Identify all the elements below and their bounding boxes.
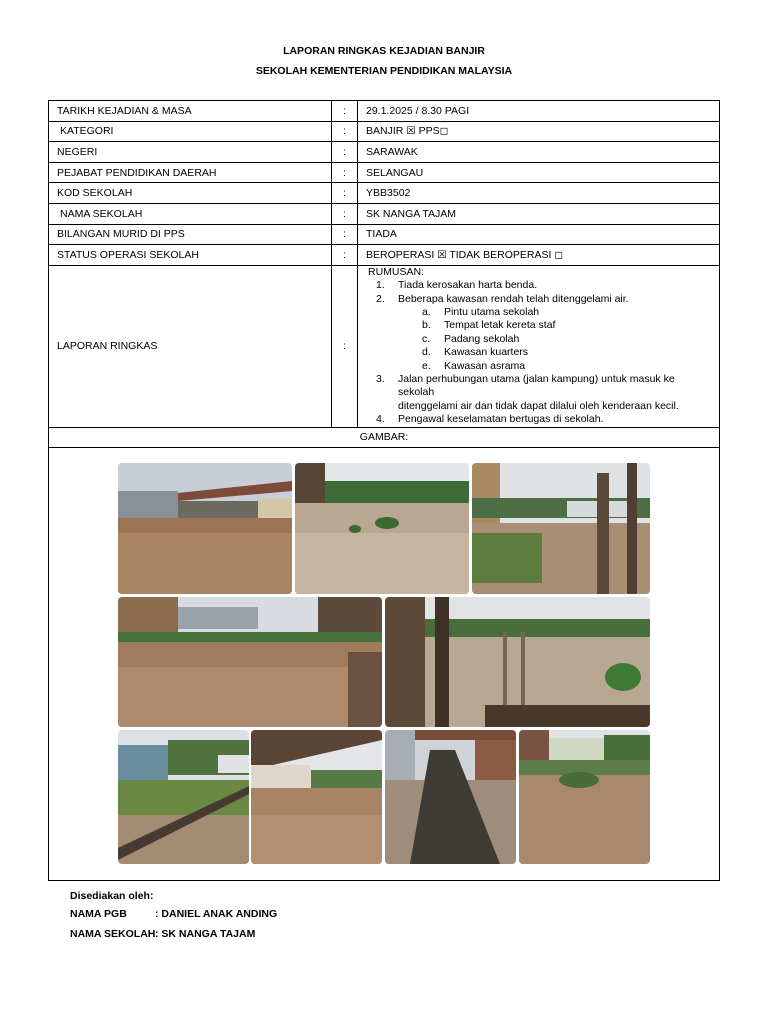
row-state (49, 142, 720, 163)
row-label: NAMA SEKOLAH (49, 203, 332, 224)
row-value: SARAWAK (358, 142, 720, 163)
pgb-label: NAMA PGB (70, 908, 127, 920)
colon: : (332, 245, 358, 266)
flood-photo (118, 463, 292, 594)
row-label: LAPORAN RINGKAS (49, 265, 332, 427)
photo-collage (49, 447, 720, 880)
colon: : (332, 203, 358, 224)
row-summary (49, 265, 720, 427)
row-value: SELANGAU (358, 162, 720, 183)
summary-heading: RUMUSAN: (368, 265, 425, 278)
row-photos-label (49, 427, 720, 447)
flood-photo (385, 730, 516, 864)
colon: : (332, 162, 358, 183)
row-photos (49, 447, 720, 880)
row-value: BANJIR ☒ PPS◻ (358, 121, 720, 142)
colon: : (332, 121, 358, 142)
report-title: LAPORAN RINGKAS KEJADIAN BANJIR (283, 45, 485, 57)
sub-list-item: e. Kawasan asrama (422, 359, 526, 372)
pgb-value: : DANIEL ANAK ANDING (155, 908, 278, 920)
list-item: 2. Beberapa kawasan rendah telah ditenggelami air. (376, 292, 629, 305)
row-label: TARIKH KEJADIAN & MASA (49, 101, 332, 122)
row-value: TIADA (358, 224, 720, 245)
colon: : (332, 101, 358, 122)
row-date (49, 101, 720, 122)
colon: : (332, 265, 358, 427)
flood-photo (519, 730, 650, 864)
list-item-continued: ditenggelami air dan tidak dapat dilalui oleh kenderaan kecil. (398, 399, 679, 412)
row-value: SK NANGA TAJAM (358, 203, 720, 224)
list-item: 3. Jalan perhubungan utama (jalan kampung) untuk masuk ke sekolah (376, 373, 675, 399)
row-label: BILANGAN MURID DI PPS (49, 224, 332, 245)
row-value: 29.1.2025 / 8.30 PAGI (358, 101, 720, 122)
flood-photo (295, 463, 469, 594)
list-item: 1. Tiada kerosakan harta benda. (376, 279, 538, 292)
row-label: KATEGORI (49, 121, 332, 142)
colon: : (332, 183, 358, 204)
sub-list-item: b. Tempat letak kereta staf (422, 319, 556, 332)
photos-label: GAMBAR: (49, 427, 720, 447)
report-subtitle: SEKOLAH KEMENTERIAN PENDIDIKAN MALAYSIA (255, 65, 513, 77)
flood-photo (472, 463, 650, 594)
row-school-code (49, 183, 720, 204)
row-operation-status (49, 245, 720, 266)
row-label: PEJABAT PENDIDIKAN DAERAH (49, 162, 332, 183)
sub-list-item: a. Pintu utama sekolah (422, 305, 540, 318)
prepared-by: Disediakan oleh: (70, 890, 154, 902)
sub-list-item: c. Padang sekolah (422, 332, 520, 345)
school-value: : SK NANGA TAJAM (155, 928, 256, 940)
row-district-office (49, 162, 720, 183)
row-label: KOD SEKOLAH (49, 183, 332, 204)
report-table (48, 100, 720, 881)
row-label: NEGERI (49, 142, 332, 163)
row-school-name (49, 203, 720, 224)
row-category (49, 121, 720, 142)
colon: : (332, 224, 358, 245)
colon: : (332, 142, 358, 163)
row-label: STATUS OPERASI SEKOLAH (49, 245, 332, 266)
row-value: BEROPERASI ☒ TIDAK BEROPERASI ◻ (358, 245, 720, 266)
flood-photo (251, 730, 382, 864)
flood-photo (118, 597, 382, 727)
school-label: NAMA SEKOLAH (70, 928, 156, 940)
flood-photo (385, 597, 650, 727)
row-value: YBB3502 (358, 183, 720, 204)
list-item: 4. Pengawal keselamatan bertugas di sekolah. (376, 413, 604, 426)
sub-list-item: d. Kawasan kuarters (422, 346, 529, 359)
row-pps-pupils (49, 224, 720, 245)
summary-content (358, 265, 720, 427)
flood-photo (118, 730, 249, 864)
